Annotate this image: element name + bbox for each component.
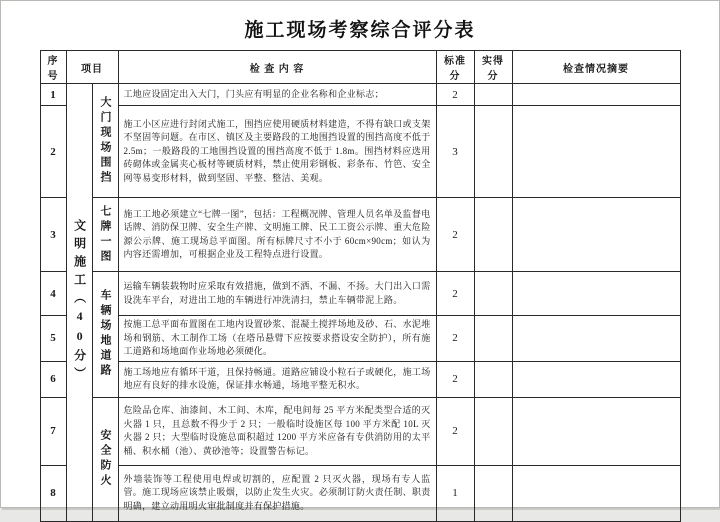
inspection-content: 工地应设固定出入大门，门头应有明显的企业名称和企业标志； xyxy=(118,84,436,106)
category-cell xyxy=(66,84,92,522)
subcategory-boards-label: 七牌一图 xyxy=(99,204,112,265)
standard-score: 2 xyxy=(436,316,474,362)
summary-cell xyxy=(512,84,680,106)
summary-cell xyxy=(512,361,680,397)
header-project: 项目 xyxy=(66,51,118,84)
inspection-content: 危险品仓库、油漆间、木工间、木库，配电间每 25 平方米配类型合适的灭火器 1 只，且总数不得少于 2 只；一般临时设施区每 100 平方米配 10L 灭火器 2 只；大型临时设施总面积超过 1200 平方米应备有专供消防用的太平桶、积水桶（池）、黄砂池等；设置警告标记。 xyxy=(118,397,436,465)
header-standard-score: 标准分 xyxy=(436,51,474,84)
header-no: 序号 xyxy=(40,51,66,84)
table-row xyxy=(40,84,680,106)
summary-cell xyxy=(512,106,680,198)
summary-cell xyxy=(512,316,680,362)
inspection-content: 施工工地必须建立“七牌一图”，包括：工程概况牌、管理人员名单及监督电话牌、消防保卫牌、安全生产牌、文明施工牌、民工工资公示牌、重大危险源公示牌、施工现场总平面图。所有标牌尺寸不小于 60cm×90cm；如认为内容还需增加，可根据企业及工程特点进行设置。 xyxy=(118,198,436,272)
table-row xyxy=(40,361,680,397)
table-row xyxy=(40,198,680,272)
row-number: 1 xyxy=(40,84,66,106)
category-label: 文明施工（40分） xyxy=(72,219,87,386)
row-number: 7 xyxy=(40,397,66,465)
standard-score: 2 xyxy=(436,198,474,272)
actual-score xyxy=(474,361,512,397)
subcategory-fire-label: 安全防火 xyxy=(99,429,112,489)
subcategory-gate-cell xyxy=(92,84,118,198)
summary-cell xyxy=(512,272,680,316)
subcategory-vehicle-cell xyxy=(92,272,118,398)
standard-score: 3 xyxy=(436,106,474,198)
table-row xyxy=(40,316,680,362)
table-row xyxy=(40,465,680,521)
row-number: 8 xyxy=(40,465,66,521)
summary-cell xyxy=(512,397,680,465)
table-row xyxy=(40,272,680,316)
row-number: 6 xyxy=(40,361,66,397)
actual-score xyxy=(474,198,512,272)
subcategory-vehicle-label: 车辆场地道路 xyxy=(99,289,112,380)
standard-score: 2 xyxy=(436,361,474,397)
row-number: 3 xyxy=(40,198,66,272)
header-summary: 检查情况摘要 xyxy=(512,51,680,84)
actual-score xyxy=(474,397,512,465)
inspection-content: 施工场地应有循环干道，且保持畅通。道路应铺设小粒石子或硬化，施工场地应有良好的排水设施，保证排水畅通，场地平整无积水。 xyxy=(118,361,436,397)
summary-cell xyxy=(512,198,680,272)
subcategory-boards-cell xyxy=(92,198,118,272)
inspection-content: 施工小区应进行封闭式施工，围挡应使用硬质材料建造，不得有缺口或支架不坚固等问题。在市区、镇区及主要路段的工地围挡设置的围挡高度不低于 2.5m；一般路段的工地围挡设置的围挡高度不低于 1.8m。围挡材料应选用砖砌体或金属夹心板材等硬质材料，禁止使用彩钢板、彩条布、竹笆、安全网等易变形材料，做到坚固、平整、整洁、美观。 xyxy=(118,106,436,198)
row-number: 2 xyxy=(40,106,66,198)
subcategory-gate-label: 大门现场围挡 xyxy=(99,95,112,186)
standard-score: 1 xyxy=(436,465,474,521)
inspection-content: 外墙装饰等工程使用电焊或切割的，应配置 2 只灭火器，现场有专人监管。施工现场应该禁止吸烟，以防止发生火灾。必须制订防火责任制、职责明确，建立动用明火审批制度并有保护措施。 xyxy=(118,465,436,521)
inspection-content: 运输车辆装载物时应采取有效措施，做到不洒、不漏、不扬。大门出入口需设洗车平台，对进出工地的车辆进行冲洗清扫，禁止车辆带泥上路。 xyxy=(118,272,436,316)
inspection-content: 按施工总平面布置图在工地内设置砂浆、混凝土搅拌场地及砂、石、水泥堆场和钢筋、木工制作工场（在塔吊悬臂下应按要求搭设安全防护），所有施工道路和场地面作业场地必须硬化。 xyxy=(118,316,436,362)
table-row xyxy=(40,397,680,465)
subcategory-fire-cell xyxy=(92,397,118,521)
header-actual-score: 实得分 xyxy=(474,51,512,84)
standard-score: 2 xyxy=(436,397,474,465)
standard-score: 2 xyxy=(436,272,474,316)
row-number: 4 xyxy=(40,272,66,316)
header-content: 检 查 内 容 xyxy=(118,51,436,84)
table-row xyxy=(40,106,680,198)
actual-score xyxy=(474,84,512,106)
row-number: 5 xyxy=(40,316,66,362)
table-header-row xyxy=(40,51,680,84)
page-title: 施工现场考察综合评分表 xyxy=(244,20,476,41)
actual-score xyxy=(474,316,512,362)
scoring-table xyxy=(40,50,681,522)
summary-cell xyxy=(512,465,680,521)
actual-score xyxy=(474,106,512,198)
standard-score: 2 xyxy=(436,84,474,106)
actual-score xyxy=(474,465,512,521)
actual-score xyxy=(474,272,512,316)
